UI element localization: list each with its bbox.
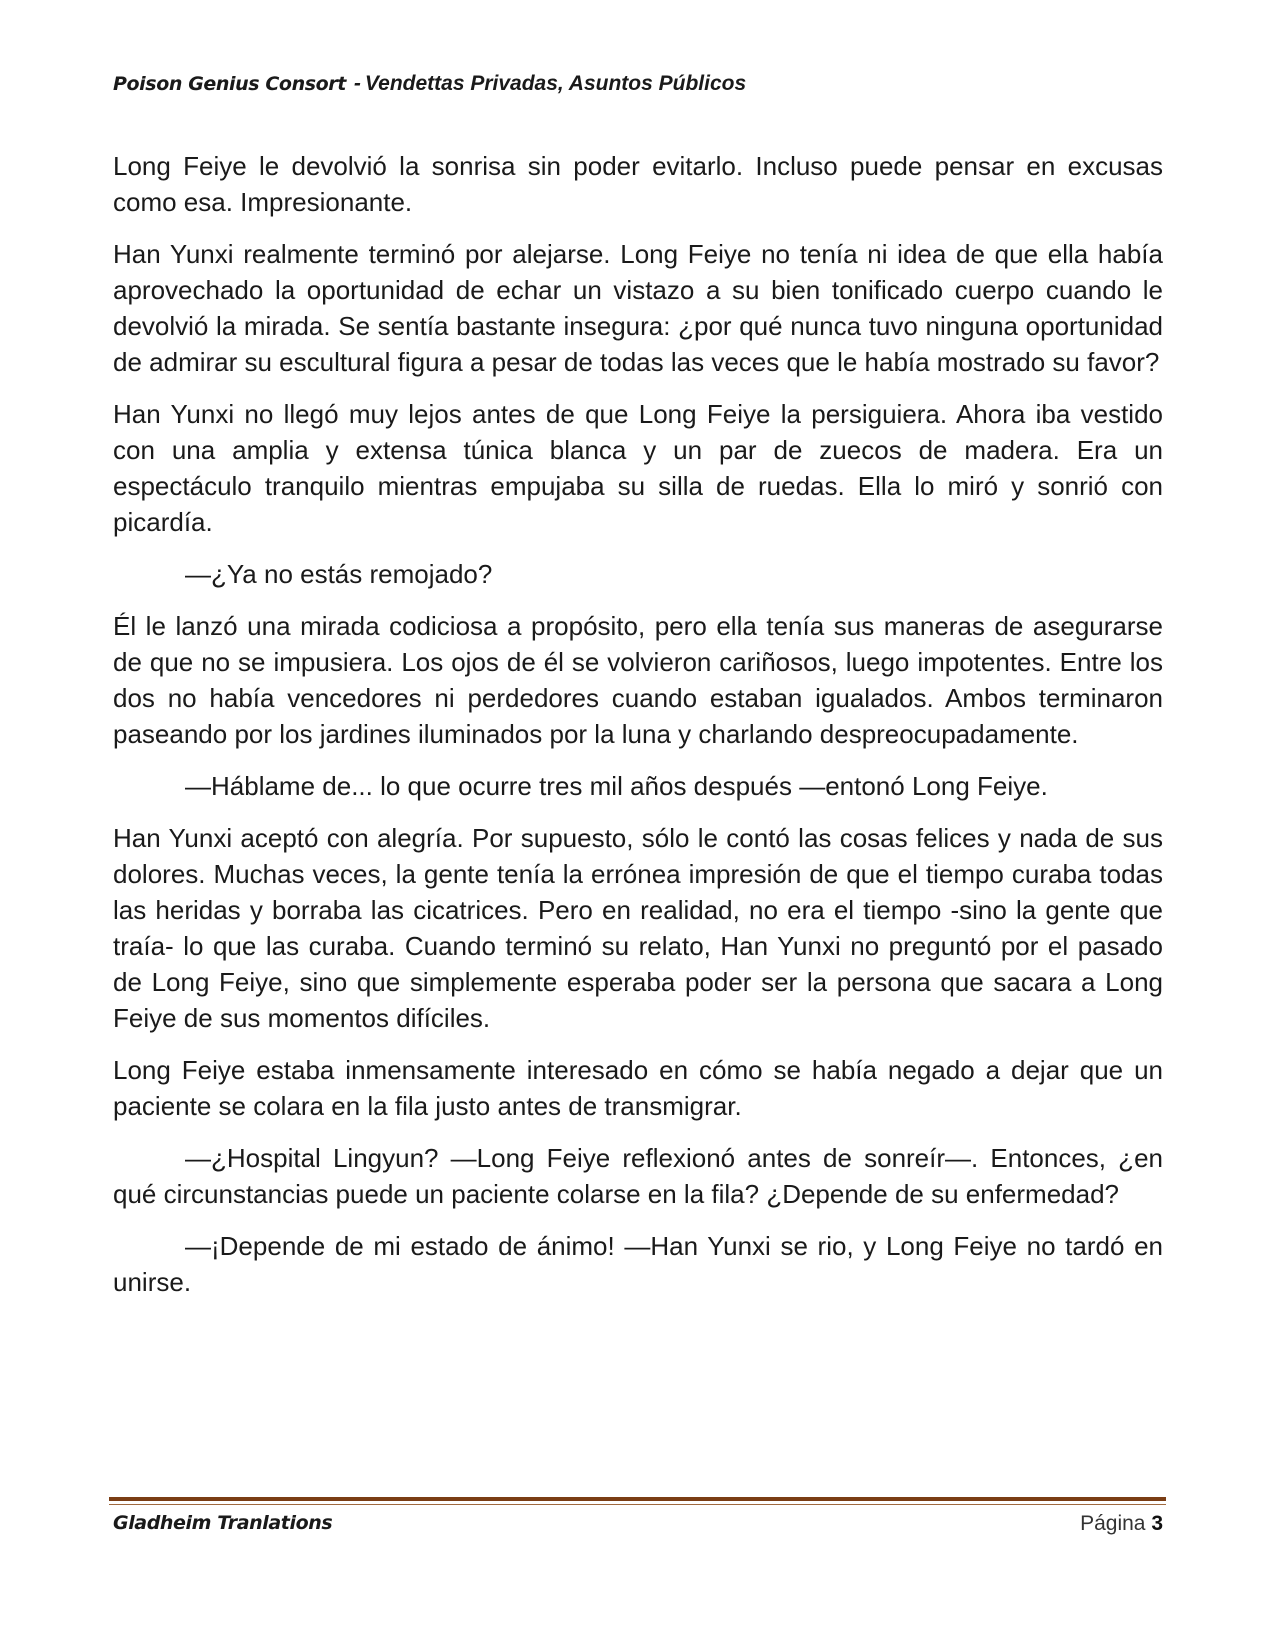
body-paragraph: Han Yunxi no llegó muy lejos antes de que Long Feiye la persiguiera. Ahora iba vestido con una amplia y extensa túnica blanca y un par de zuecos de madera. Era un espectáculo tranquilo mientras empujaba su silla de ruedas. Ella lo miró y sonrió con picardía.	[113, 399, 1163, 537]
body-paragraph: Han Yunxi aceptó con alegría. Por supuesto, sólo le contó las cosas felices y nada de sus dolores. Muchas veces, la gente tenía la errónea impresión de que el tiempo curaba todas las heridas y borraba las cicatrices. Pero en realidad, no era el tiempo -sino la gente que traía- lo que las curaba. Cuando terminó su relato, Han Yunxi no preguntó por el pasado de Long Feiye, sino que simplemente esperaba poder ser la persona que sacara a Long Feiye de sus momentos difíciles.	[113, 823, 1163, 1033]
body-paragraph: Long Feiye estaba inmensamente interesado en cómo se había negado a dejar que un paciente se colara en la fila justo antes de transmigrar.	[113, 1055, 1163, 1121]
body-paragraph: Han Yunxi realmente terminó por alejarse. Long Feiye no tenía ni idea de que ella había aprovechado la oportunidad de echar un vistazo a su bien tonificado cuerpo cuando le devolvió la mirada. Se sentía bastante insegura: ¿por qué nunca tuvo ninguna oportunidad de admirar su escultural figura a pesar de todas las veces que le había mostrado su favor?	[113, 239, 1163, 377]
page-indicator	[1080, 1512, 1163, 1536]
dialogue-paragraph: —¡Depende de mi estado de ánimo! —Han Yunxi se rio, y Long Feiye no tardó en unirse.	[113, 1231, 1163, 1297]
dialogue-paragraph: —¿Hospital Lingyun? —Long Feiye reflexionó antes de sonreír—. Entonces, ¿en qué circunstancias puede un paciente colarse en la fila? ¿Depende de su enfermedad?	[113, 1143, 1163, 1209]
series-title: Poison Genius Consort	[113, 73, 346, 95]
footer-rule	[109, 1497, 1166, 1501]
title-separator: -	[353, 72, 361, 95]
chapter-title: Vendettas Privadas, Asuntos Públicos	[364, 72, 747, 95]
footer-rule-thin	[109, 1504, 1166, 1505]
page-label: Página	[1080, 1512, 1146, 1535]
page-header	[113, 72, 1163, 96]
dialogue-paragraph: —¿Ya no estás remojado?	[185, 559, 493, 589]
dialogue-paragraph: —Háblame de... lo que ocurre tres mil años después —entonó Long Feiye.	[185, 771, 1048, 801]
body-paragraph: Long Feiye le devolvió la sonrisa sin poder evitarlo. Incluso puede pensar en excusas como esa. Impresionante.	[113, 151, 1163, 217]
page-number: 3	[1151, 1512, 1163, 1535]
body-paragraph: Él le lanzó una mirada codiciosa a propósito, pero ella tenía sus maneras de asegurarse de que no se impusiera. Los ojos de él se volvieron cariñosos, luego impotentes. Entre los dos no había vencedores ni perdedores cuando estaban igualados. Ambos terminaron paseando por los jardines iluminados por la luna y charlando despreocupadamente.	[113, 611, 1163, 749]
publisher-name: Gladheim Tranlations	[113, 1512, 333, 1534]
page-body	[113, 148, 1163, 1316]
